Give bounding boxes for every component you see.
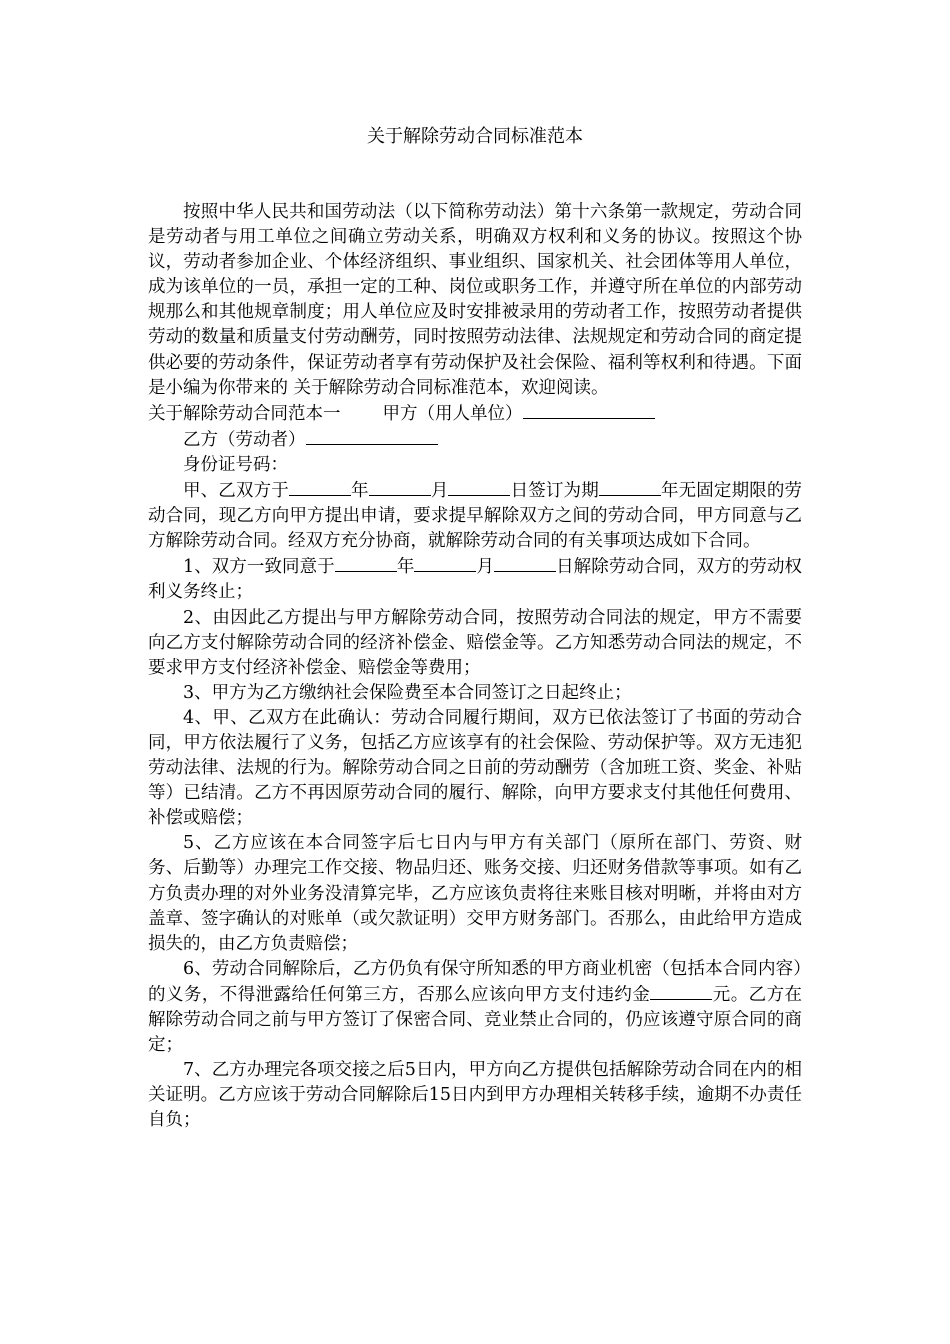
termination-month-blank (414, 554, 476, 572)
sign-day-blank (448, 478, 510, 496)
preamble-text-4: 日签订为期 (510, 481, 599, 502)
intro-paragraph: 按照中华人民共和国劳动法（以下简称劳动法）第十六条第一款规定，劳动合同是劳动者与用工单位之间确立劳动关系，明确双方权利和义务的协议。按照这个协议，劳动者参加企业、个体经济组织、事业组织、国家机关、社会团体等用人单位，成为该单位的一员，承担一定的工种、岗位或职务工作，并遵守所在单位的内部劳动规那么和其他规章制度；用人单位应及时安排被录用的劳动者工作，按照劳动者提供劳动的数量和质量支付劳动酬劳，同时按照劳动法律、法规规定和劳动合同的商定提供必要的劳动条件，保证劳动者享有劳动保护及社会保险、福利等权利和待遇。下面是小编为你带来的 关于解除劳动合同标准范本，欢迎阅读。 (148, 202, 802, 398)
party-a-blank (523, 401, 655, 419)
document-body (148, 200, 802, 1133)
party-b-line (148, 427, 802, 453)
clause-1-text-2: 年 (396, 557, 415, 578)
clause-7: 7、乙方办理完各项交接之后5日内，甲方向乙方提供包括解除劳动合同在内的相关证明。乙方应该于劳动合同解除后15日内到甲方办理相关转移手续，逾期不办责任自负； (148, 1060, 802, 1131)
termination-day-blank (494, 554, 556, 572)
clause-6-text-1: 6、劳动合同解除后，乙方仍负有保守所知悉的甲方商业机密（包括本合同内容）的义务，不得泄露给任何第三方，否那么应该向甲方支付违约金 (148, 958, 802, 1005)
sign-month-blank (369, 478, 431, 496)
clause-6 (148, 957, 802, 1058)
preamble-text-3: 月 (430, 481, 449, 502)
id-number-line: 身份证号码： (183, 454, 288, 475)
party-b-label: 乙方（劳动者） (183, 429, 306, 450)
sign-year-blank (289, 478, 351, 496)
preamble-text-2: 年 (350, 481, 369, 502)
preamble-paragraph (148, 478, 802, 554)
clause-4: 4、甲、乙双方在此确认：劳动合同履行期间，双方已依法签订了书面的劳动合同，甲方依法履行了义务，包括乙方应该享有的社会保险、劳动保护等。双方无违犯劳动法律、法规的行为。解除劳动合同之日前的劳动酬劳（含加班工资、奖金、补贴等）已结清。乙方不再因原劳动合同的履行、解除，向甲方要求支付其他任何费用、补偿或赔偿； (148, 707, 802, 829)
sample-heading-line (148, 401, 802, 427)
clause-1-text-3: 月 (476, 557, 495, 578)
preamble-text-5: 年无固定期限的劳动合同，现乙方向甲方提出申请，要求提早解除双方之间的劳动合同，甲方同意与乙方解除劳动合同。经双方充分协商，就解除劳动合同的有关事项达成如下合同。 (148, 481, 803, 552)
termination-year-blank (335, 554, 397, 572)
clause-1-text-1: 1、双方一致同意于 (183, 557, 335, 578)
clause-1-text-4: 日解除劳动合同，双方的劳动权利义务终止； (148, 557, 803, 603)
penalty-amount-blank (650, 982, 712, 1000)
preamble-text-1: 甲、乙双方于 (183, 481, 289, 502)
clause-3: 3、甲方为乙方缴纳社会保险费至本合同签订之日起终止； (183, 682, 632, 703)
clause-1 (148, 554, 802, 605)
term-years-blank (599, 478, 661, 496)
document-title: 关于解除劳动合同标准范本 (367, 126, 583, 147)
clause-6-text-2: 元。乙方在解除劳动合同之前与甲方签订了保密合同、竞业禁止合同的，仍应该遵守原合同的商定； (148, 984, 803, 1056)
clause-2: 2、由因此乙方提出与甲方解除劳动合同，按照劳动合同法的规定，甲方不需要向乙方支付解除劳动合同的经济补偿金、赔偿金等。乙方知悉劳动合同法的规定，不要求甲方支付经济补偿金、赔偿金等费用； (148, 607, 802, 678)
clause-5: 5、乙方应该在本合同签字后七日内与甲方有关部门（原所在部门、劳资、财务、后勤等）办理完工作交接、物品归还、账务交接、归还财务借款等事项。如有乙方负责办理的对外业务没清算完毕，乙方应该负责将往来账目核对明晰，并将由对方盖章、签字确认的对账单（或欠款证明）交甲方财务部门。否那么，由此给甲方造成损失的，由乙方负责赔偿； (148, 833, 802, 954)
sample-heading: 关于解除劳动合同范本一 (148, 403, 341, 424)
party-b-blank (306, 427, 438, 445)
party-a-label: 甲方（用人单位） (382, 403, 523, 424)
